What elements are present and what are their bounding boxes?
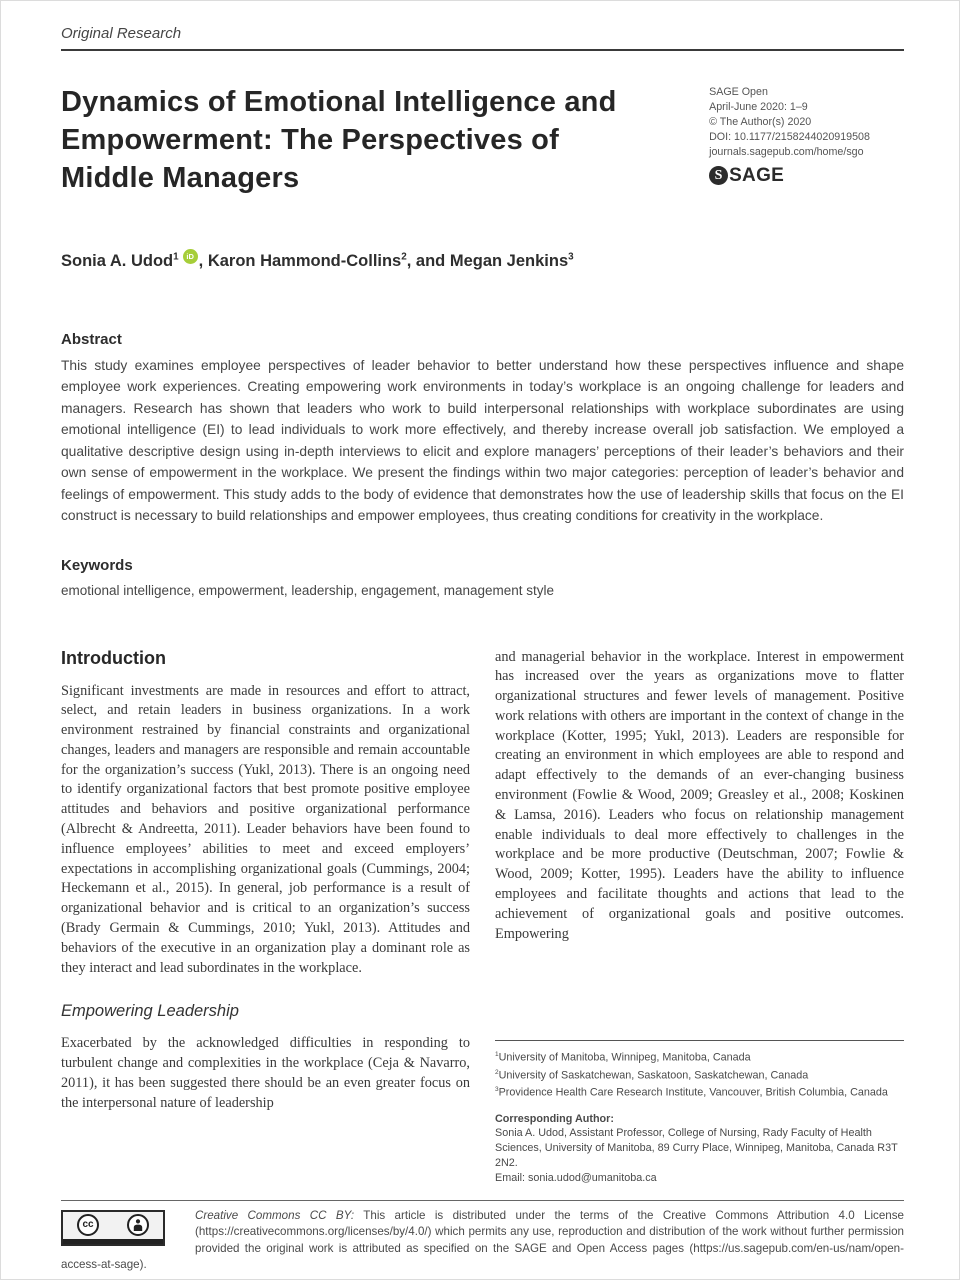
keywords-heading: Keywords xyxy=(61,556,133,574)
header-rule xyxy=(61,49,904,51)
journal-meta-block xyxy=(709,83,904,197)
footnote-block xyxy=(495,1040,904,1185)
affiliation-line-1: $^1$University of Manitoba, Winnipeg, Manitoba, Canada xyxy=(495,1051,751,1064)
abstract-heading: Abstract xyxy=(61,330,122,348)
left-column xyxy=(61,648,470,1186)
author-1: Sonia A. Udod$^1$ xyxy=(61,251,179,270)
badge-bar xyxy=(63,1239,163,1244)
author-3-sup: 3 xyxy=(568,251,574,262)
subsection-heading-empowering-leadership: Empowering Leadership xyxy=(61,1002,239,1021)
empowering-leadership-paragraph: Exacerbated by the acknowledged difficulties in responding to turbulent change and complexities in the workplace (Ceja & Navarro, 2011), it has been suggested there should be an even greater focus on the interpersonal nature of leadership xyxy=(61,1035,470,1111)
sage-logo xyxy=(709,166,904,185)
affiliation-line-2: $^2$University of Saskatchewan, Saskatoon, Saskatchewan, Canada xyxy=(495,1068,809,1082)
corresponding-author-label: Corresponding Author: xyxy=(495,1112,614,1125)
corresponding-author-block xyxy=(495,1112,904,1186)
header-row xyxy=(61,83,904,197)
cc-by-person-icon xyxy=(127,1214,149,1236)
introduction-paragraph: Significant investments are made in resources and effort to attract, select, and retain leaders in business organizations. In a work environment restrained by financial constraints and organizational changes, leaders and managers are responsible and remain accountable for the organization’s success (Yukl, 2013). There is an ongoing need to identify organizational factors that best promote positive employee attitudes and behaviors and positive organizational performance (Albrecht & Andreetta, 2011). Leader behaviors have been found to influence employees’ abilities to meet and exceed employers’ expectations in accomplishing organizational goals (Cummings, 2004; Heckemann et al., 2015). In general, job performance is a result of organizational behavior and is critical to an organization’s success (Brady Germain & Cummings, 2010; Yukl, 2013). Attitudes and behaviors of the executive in an organization play a dominant role as they interact and lead subordinates in the workplace. xyxy=(61,682,470,976)
section-heading-introduction: Introduction xyxy=(61,647,166,668)
license-body: This article is distributed under the terms of the Creative Commons Attribution 4.0 License (https://creativecommons.org/licenses/by/4.0/) which permits any use, reproduction and distribution of the work without further permission provided the original work is attributed as specified on the SAGE and Open Access pages (https://us.sagepub.com/en-us/nam/open-access-at-sage). xyxy=(61,1208,904,1271)
author-3: , and Megan Jenkins$^3$ xyxy=(406,251,574,270)
orcid-icon: iD xyxy=(183,249,198,264)
abstract-text: This study examines employee perspectives of leader behavior to better understand how these perspectives influence and shape employee work experiences. Creating empowering work environments in today’s workplace is an ongoing challenge for leaders and managers. Research has shown that leaders who work to build interpersonal relationships with workplace subordinates are using emotional intelligence (EI) to lead individuals to work more effectively, and thereby increase overall job satisfaction. We employed a qualitative descriptive design using in-depth interviews to elicit and explore managers’ perceptions of their leader’s behaviors and their own sense of empowerment in the workplace. We present the findings within two major categories: perception of leader’s behavior and feelings of empowerment. This study adds to the body of evidence that demonstrates how the use of leadership skills that focus on the EI construct is necessary to build relationships and empower employees, thus creating conditions for creativity in the workplace. xyxy=(61,357,904,523)
cc-by-badge xyxy=(61,1210,165,1246)
author-2: , Karon Hammond-Collins$^2$ xyxy=(198,251,407,270)
keywords-section xyxy=(61,557,904,600)
authors-line xyxy=(61,249,904,271)
corresponding-author-email: Email: sonia.udod@umanitoba.ca xyxy=(495,1171,657,1184)
sage-logo-text: SAGE xyxy=(729,165,785,186)
continuation-paragraph: and managerial behavior in the workplace. Interest in empowerment has increased over the years as organizations move to flatter organizational structures and fewer levels of management. Positive work relations with others are important in the context of change in the workplace (Kotter, 1995; Yukl, 2013). Leaders are responsible for creating an environment in which employees are able to respond and adapt effectively to the demands of an ever-changing business environment (Fowlie & Wood, 2009; Greasley et al., 2008; Koskinen & Lamsa, 2016). Leaders who focus on relationship management enable individuals to deal more effectively to challenges in the workplace and be more productive (Deutschman, 2007; Fowlie & Wood, 2009; Kotter, 1995). Leaders have the ability to influence employees and facilitate thoughts and actions that lead to the achievement of organizational goals and positive outcomes. Empowering xyxy=(495,648,904,942)
right-column xyxy=(495,648,904,1186)
license-footer xyxy=(61,1208,904,1274)
corresponding-author-text: Sonia A. Udod, Assistant Professor, College of Nursing, Rady Faculty of Health Sciences, University of Manitoba, 89 Curry Place, Winnipeg, Manitoba, Canada R3T 2N2. xyxy=(495,1127,898,1169)
page-title: Dynamics of Emotional Intelligence and Empowerment: The Perspectives of Middle Managers xyxy=(61,86,617,194)
body-columns xyxy=(61,648,904,1186)
sage-logo-s-icon: S xyxy=(709,166,728,185)
author-2-sup: 2 xyxy=(401,251,407,262)
affiliation-line-3: $^3$Providence Health Care Research Institute, Vancouver, British Columbia, Canada xyxy=(495,1086,888,1099)
category-label: Original Research xyxy=(61,25,182,42)
footnote-rule xyxy=(495,1040,904,1041)
abstract-section xyxy=(61,331,904,527)
keywords-text: emotional intelligence, empowerment, leadership, engagement, management style xyxy=(61,582,555,598)
author-1-sup: 1 xyxy=(173,251,179,262)
cc-icon: cc xyxy=(77,1214,99,1236)
license-lead: Creative Commons CC BY: xyxy=(195,1208,355,1222)
journal-meta: SAGE Open April-June 2020: 1–9 © The Author(s) 2020 DOI: 10.1177/2158244020919508 journals.sagepub.com/home/sgo xyxy=(709,86,870,158)
license-text xyxy=(61,1208,904,1274)
footer-rule xyxy=(61,1200,904,1201)
